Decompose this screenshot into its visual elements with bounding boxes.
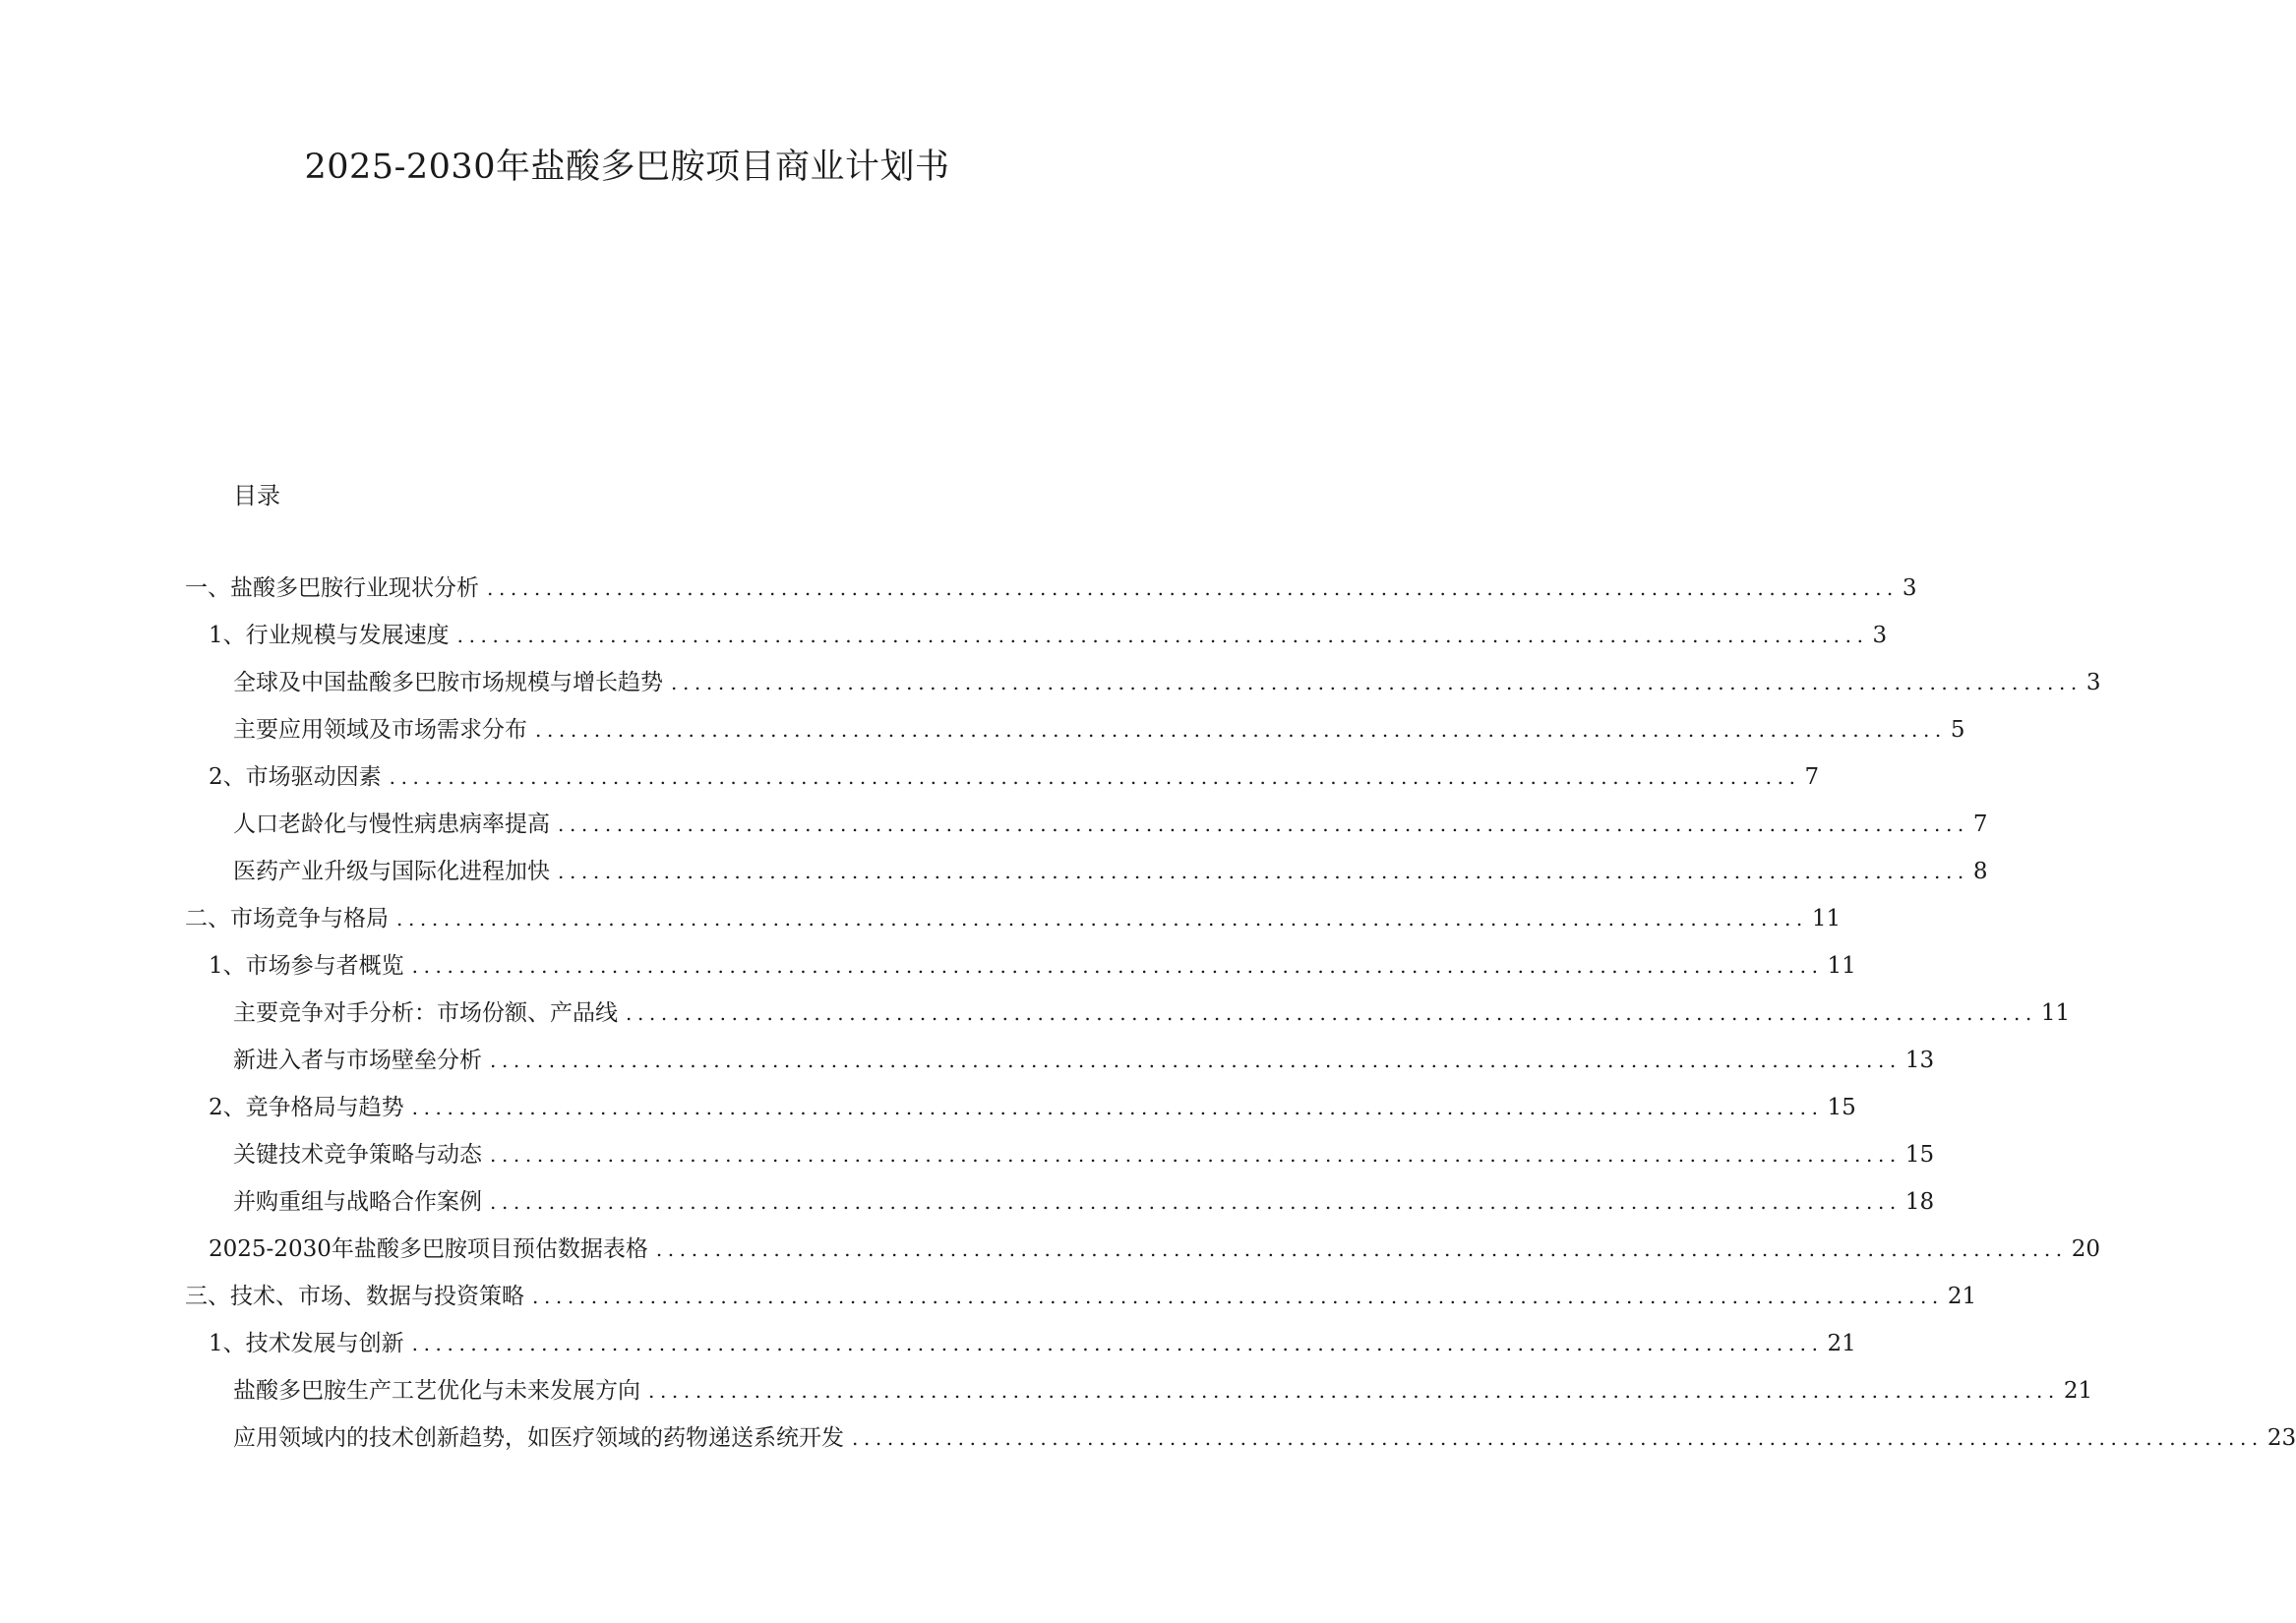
toc-leader-dots: ........................................................................................................................ <box>411 1332 1824 1355</box>
toc-entry-page: 13 <box>1904 1048 1935 1073</box>
toc-entry-text: 盐酸多巴胺生产工艺优化与未来发展方向 <box>233 1378 640 1404</box>
toc-leader-dots: ........................................................................................................................ <box>487 576 1899 600</box>
toc-entry-page: 21 <box>1827 1331 1856 1356</box>
toc-entry-text: 1、行业规模与发展速度 <box>209 623 450 648</box>
toc-entry[interactable] <box>233 1422 2296 1454</box>
toc-entry-text: 2025-2030年盐酸多巴胺项目预估数据表格 <box>209 1236 648 1262</box>
toc-entry-text: 应用领域内的技术创新趋势，如医疗领域的药物递送系统开发 <box>233 1425 844 1451</box>
toc-entry-page: 20 <box>2071 1236 2101 1262</box>
toc-entry-text: 2、市场驱动因素 <box>209 764 382 790</box>
toc-leader-dots: ........................................................................................................................ <box>411 1096 1824 1119</box>
toc-leader-dots: ........................................................................................................................ <box>655 1237 2068 1261</box>
toc-entry-page: 23 <box>2266 1425 2296 1451</box>
toc-entry-text: 一、盐酸多巴胺行业现状分析 <box>185 575 479 601</box>
toc-entry[interactable] <box>233 997 2071 1029</box>
toc-entry-text: 新进入者与市场壁垒分析 <box>233 1048 482 1073</box>
toc-leader-dots: ........................................................................................................................ <box>456 624 1869 647</box>
toc-entry-page: 11 <box>2040 1000 2071 1026</box>
toc-entry-page: 15 <box>1827 1095 1856 1120</box>
toc-entry-page: 11 <box>1811 906 1842 932</box>
toc-entry[interactable] <box>233 714 1965 746</box>
toc-entry-text: 二、市场竞争与格局 <box>185 906 389 932</box>
toc-entry-page: 21 <box>1947 1284 1977 1309</box>
toc-entry-page: 7 <box>1804 764 1820 790</box>
toc-entry-page: 3 <box>2085 670 2101 695</box>
toc-entry-text: 医药产业升级与国际化进程加快 <box>233 859 550 884</box>
toc-entry[interactable] <box>209 1092 1856 1123</box>
toc-entry[interactable] <box>233 667 2101 698</box>
toc-entry[interactable] <box>185 903 1842 934</box>
toc-entry[interactable] <box>209 1328 1856 1359</box>
toc-entry[interactable] <box>209 761 1820 793</box>
toc-entry-text: 并购重组与战略合作案例 <box>233 1189 482 1215</box>
toc-entry-page: 3 <box>1872 623 1888 648</box>
document-title: 2025-2030年盐酸多巴胺项目商业计划书 <box>304 148 950 187</box>
toc-entry-page: 21 <box>2063 1378 2093 1404</box>
toc-leader-dots: ........................................................................................................................ <box>490 1143 1902 1167</box>
toc-entry-page: 5 <box>1950 717 1965 743</box>
toc-entry[interactable] <box>233 856 1988 887</box>
toc-entry-text: 主要应用领域及市场需求分布 <box>233 717 527 743</box>
toc-entry-text: 1、技术发展与创新 <box>209 1331 404 1356</box>
toc-leader-dots: ........................................................................................................................ <box>396 907 1808 931</box>
toc-leader-dots: ........................................................................................................................ <box>490 1049 1902 1072</box>
toc-leader-dots: ........................................................................................................................ <box>852 1426 2264 1450</box>
toc-entry-page: 18 <box>1904 1189 1935 1215</box>
toc-leader-dots: ........................................................................................................................ <box>389 765 1801 789</box>
toc-entry[interactable] <box>233 1375 2093 1407</box>
toc-entry[interactable] <box>209 950 1856 982</box>
toc-entry[interactable] <box>209 1233 2101 1265</box>
toc-entry-text: 全球及中国盐酸多巴胺市场规模与增长趋势 <box>233 670 663 695</box>
toc-entry-text: 2、竞争格局与趋势 <box>209 1095 404 1120</box>
toc-leader-dots: ........................................................................................................................ <box>648 1379 2060 1403</box>
toc-entry[interactable] <box>233 1139 1935 1171</box>
toc-leader-dots: ........................................................................................................................ <box>558 812 1969 836</box>
toc-entry-text: 人口老龄化与慢性病患病率提高 <box>233 812 550 837</box>
toc-entry-page: 11 <box>1827 953 1856 979</box>
toc-entry[interactable] <box>233 1045 1935 1076</box>
toc-entry-text: 主要竞争对手分析：市场份额、产品线 <box>233 1000 618 1026</box>
toc-entry[interactable] <box>185 1281 1977 1312</box>
toc-entry[interactable] <box>209 620 1888 651</box>
toc-leader-dots: ........................................................................................................................ <box>671 671 2083 694</box>
toc-entry-page: 15 <box>1904 1142 1935 1168</box>
toc-entry-page: 3 <box>1902 575 1917 601</box>
toc-entry[interactable] <box>233 1186 1935 1218</box>
toc-leader-dots: ........................................................................................................................ <box>411 954 1824 978</box>
toc-entry-text: 三、技术、市场、数据与投资策略 <box>185 1284 524 1309</box>
toc-entry-page: 8 <box>1972 859 1988 884</box>
toc-leader-dots: ........................................................................................................................ <box>535 718 1947 742</box>
toc-entry-page: 7 <box>1972 812 1988 837</box>
toc-entry[interactable] <box>185 572 1917 604</box>
toc-leader-dots: ........................................................................................................................ <box>558 860 1969 883</box>
toc-heading: 目录 <box>233 482 280 510</box>
toc-entry[interactable] <box>233 809 1988 840</box>
toc-entry-text: 1、市场参与者概览 <box>209 953 404 979</box>
toc-leader-dots: ........................................................................................................................ <box>532 1285 1944 1308</box>
toc-entry-text: 关键技术竞争策略与动态 <box>233 1142 482 1168</box>
toc-leader-dots: ........................................................................................................................ <box>490 1190 1902 1214</box>
toc-leader-dots: ........................................................................................................................ <box>626 1001 2037 1025</box>
